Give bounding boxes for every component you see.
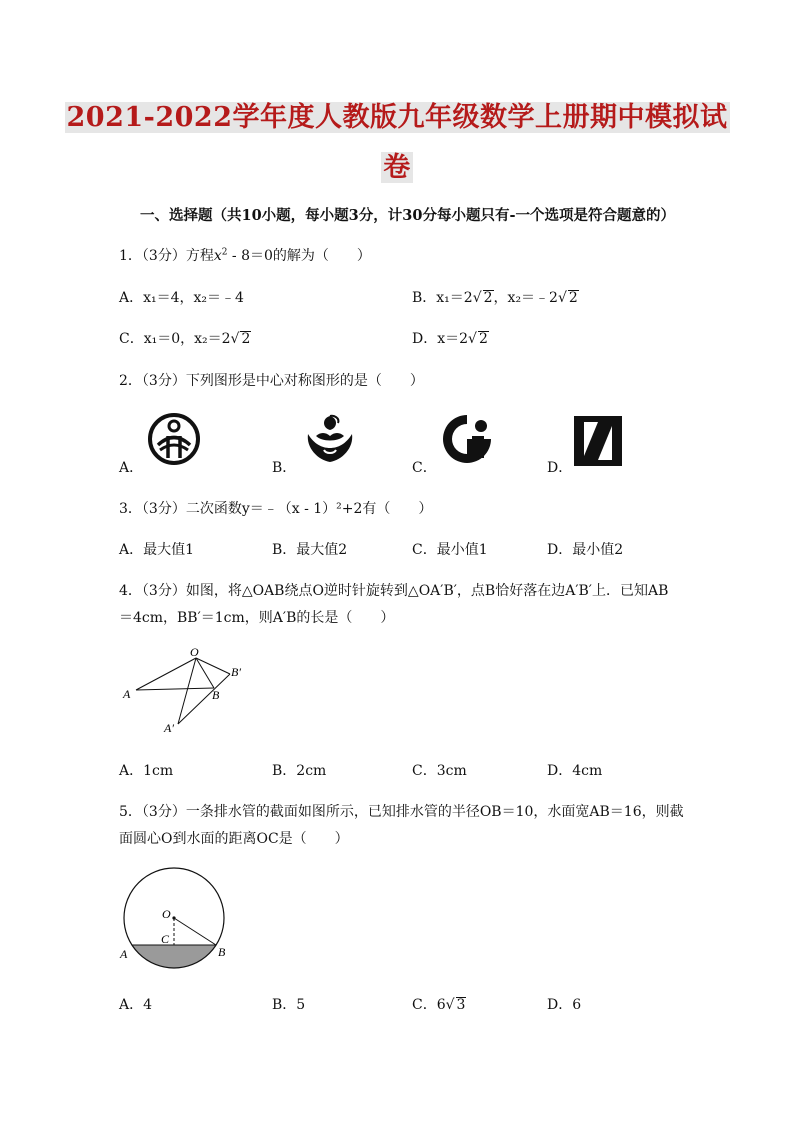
logo-d-icon xyxy=(574,416,622,466)
q1-option-a: A．x₁＝4，x₂＝﹣4 xyxy=(119,290,244,306)
q3-option-c: C．最小值1 xyxy=(412,542,488,558)
q4-figure xyxy=(118,644,258,738)
q1-option-b-pre: B．x₁＝2 xyxy=(412,290,473,306)
question-4-line-2: ＝4cm，BB′＝1cm，则A′B的长是（ ） xyxy=(119,610,395,626)
q4-label-a-prime: A′ xyxy=(164,721,174,735)
q4-label-a: A xyxy=(123,687,131,701)
sqrt-icon: √ xyxy=(468,331,477,347)
q1-option-b-radicand-2: 2 xyxy=(568,290,578,306)
q1-option-b xyxy=(412,287,579,307)
question-2: 2．（3分）下列图形是中心对称图形的是（ ） xyxy=(119,373,424,389)
q1-var: x xyxy=(213,248,222,264)
q1-text-pre: 1．（3分）方程 xyxy=(119,248,214,264)
q5-label-c: C xyxy=(161,932,170,946)
q4-label-o: O xyxy=(190,645,199,659)
q5-option-a: A．4 xyxy=(119,997,153,1013)
q4-option-d: D．4cm xyxy=(547,763,603,779)
q4-label-b: B xyxy=(212,688,220,702)
q5-label-o: O xyxy=(162,907,171,921)
question-5-line-1: 5．（3分）一条排水管的截面如图所示，已知排水管的半径OB＝10，水面宽AB＝16，则截 xyxy=(119,804,684,820)
q1-option-c xyxy=(119,328,251,348)
q1-option-c-radicand: 2 xyxy=(241,331,251,347)
title-line-2: 卷 xyxy=(383,152,411,183)
sqrt-icon: √ xyxy=(445,997,455,1013)
q2-option-b: B． xyxy=(272,460,297,476)
q4-label-b-prime: B′ xyxy=(231,665,241,679)
q5-option-c xyxy=(412,994,466,1014)
question-4-line-1: 4．（3分）如图，将△OAB绕点O逆时针旋转到△OA′B′，点B恰好落在边A′B′上．已知AB xyxy=(119,583,669,599)
sqrt-icon: √ xyxy=(472,290,482,306)
q5-figure xyxy=(114,866,238,972)
q1-option-c-pre: C．x₁＝0，x₂＝2 xyxy=(119,331,231,347)
q5-label-a: A xyxy=(120,947,128,961)
question-1 xyxy=(119,245,371,265)
logo-b-icon xyxy=(300,414,360,466)
q5-option-d: D．6 xyxy=(547,997,582,1013)
q3-option-b: B．最大值2 xyxy=(272,542,348,558)
question-3: 3．（3分）二次函数y＝﹣（x - 1）²+2有（ ） xyxy=(119,501,433,517)
page-title xyxy=(0,95,794,134)
section-heading: 一、选择题（共10小题，每小题3分，计30分每小题只有-一个选项是符合题意的） xyxy=(140,207,675,224)
q1-sup: 2 xyxy=(221,247,228,258)
q1-option-d xyxy=(412,328,489,348)
q2-option-a: A． xyxy=(119,460,144,476)
q4-option-b: B．2cm xyxy=(272,763,327,779)
q3-option-a: A．最大值1 xyxy=(119,542,195,558)
sqrt-icon: √ xyxy=(557,290,567,306)
q4-option-a: A．1cm xyxy=(119,763,174,779)
question-5-line-2: 面圆心O到水面的距离OC是（ ） xyxy=(119,831,349,847)
q2-option-c: C． xyxy=(412,460,437,476)
q1-option-b-mid: ，x₂＝﹣2 xyxy=(493,290,558,306)
q5-option-b: B．5 xyxy=(272,997,306,1013)
q1-option-b-radicand: 2 xyxy=(483,290,493,306)
q1-option-d-radicand: 2 xyxy=(478,331,488,347)
q4-option-c: C．3cm xyxy=(412,763,467,779)
q5-option-c-pre: C．6 xyxy=(412,997,446,1013)
q5-option-c-radicand: 3 xyxy=(456,997,466,1013)
title-line-1: 2021-2022学年度人教版九年级数学上册期中模拟试 xyxy=(66,102,728,133)
logo-c-icon xyxy=(440,412,494,466)
q1-option-d-pre: D．x＝2 xyxy=(412,331,469,347)
page-title-continued xyxy=(0,145,794,184)
q2-option-d: D． xyxy=(547,460,573,476)
logo-a-icon xyxy=(146,412,202,466)
q5-label-b: B xyxy=(218,945,226,959)
sqrt-icon: √ xyxy=(230,331,240,347)
q3-option-d: D．最小值2 xyxy=(547,542,624,558)
q1-text-post: - 8＝0的解为（ ） xyxy=(227,248,371,264)
